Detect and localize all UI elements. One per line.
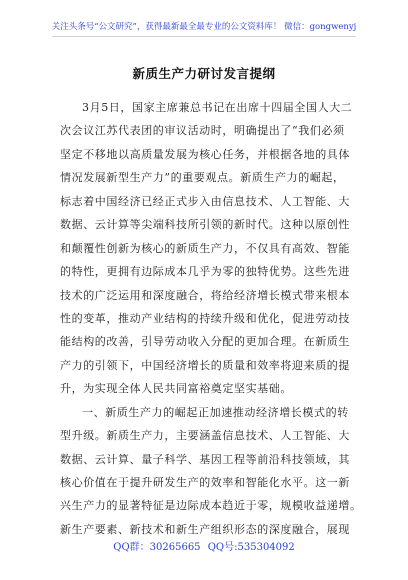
body-line: 数据、云计算等尖端科技所引领的新时代。这种以原创性 xyxy=(60,218,350,232)
page-header-promo: 关注头条号“公文研究”，获得最新最全最专业的公文资料库！ 微信：gongwenyj xyxy=(51,22,357,32)
body-line: 产力的引领下，中国经济增长的质量和效率将迎来质的提 xyxy=(60,358,350,372)
page-footer-contact: QQ群：30265665 QQ号:535304092 xyxy=(113,542,295,553)
body-line: 核心价值在于提升研发生产的效率和智能化水平。这一新 xyxy=(60,476,350,489)
body-line: 和颠覆性创新为核心的新质生产力，不仅具有高效、智能 xyxy=(60,241,350,255)
body-line: 情况发展新型生产力”的重要观点。新质生产力的崛起， xyxy=(60,171,345,185)
body-line: 兴生产力的显著特征是边际成本趋近于零，规模收益递增。 xyxy=(60,499,362,513)
header-divider xyxy=(52,36,356,37)
body-line: 标志着中国经济已经正式步入由信息技术、人工智能、大 xyxy=(60,194,350,208)
body-line: 3月5日，国家主席兼总书记在出席十四届全国人大二 xyxy=(82,101,353,114)
body-line: 型升级。新质生产力，主要涵盖信息技术、人工智能、大 xyxy=(60,429,350,443)
body-line: 技术的广泛运用和深度融合，将给经济增长模式带来根本 xyxy=(60,288,350,302)
document-body xyxy=(60,96,362,541)
document-title: 新质生产力研讨发言提纲 xyxy=(132,66,276,81)
body-line: 升，为实现全体人民共同富裕奠定坚实基础。 xyxy=(60,382,292,396)
body-line: 能结构的改善，引导劳动收入分配的更加合理。在新质生 xyxy=(60,335,350,349)
body-line: 性的变革，推动产业结构的持续升级和优化，促进劳动技 xyxy=(60,311,350,325)
body-line: 新生产要素、新技术和新生产组织形态的深度融合，展现 xyxy=(60,522,350,536)
body-line: 数据、云计算、量子科学、基因工程等前沿科技领域，其 xyxy=(60,452,350,466)
body-line: 次会议江苏代表团的审议活动时，明确提出了“我们必须 xyxy=(60,124,345,138)
body-line: 的特性，更拥有边际成本几乎为零的独特优势。这些先进 xyxy=(60,265,350,279)
body-line: 坚定不移地以高质量发展为核心任务，并根据各地的具体 xyxy=(60,147,350,161)
body-line: 一、新质生产力的崛起正加速推动经济增长模式的转 xyxy=(82,405,349,419)
